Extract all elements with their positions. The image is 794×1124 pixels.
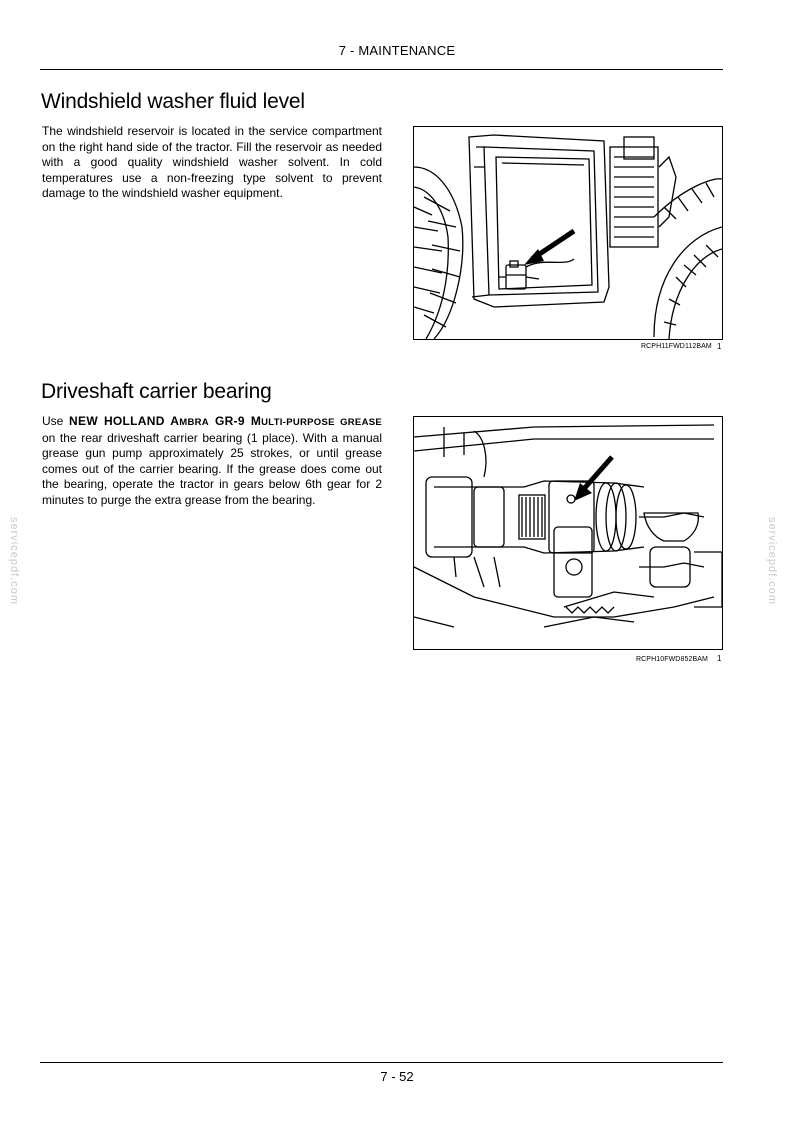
product-name: NEW HOLLAND AMBRA GR-9 MULTI-PURPOSE GREASE bbox=[69, 414, 382, 428]
arrow-icon bbox=[574, 457, 612, 501]
section-title-driveshaft: Driveshaft carrier bearing bbox=[41, 380, 272, 403]
figure-windshield-reservoir bbox=[413, 126, 723, 340]
section-header: 7 - MAINTENANCE bbox=[338, 43, 456, 58]
figure-code-driveshaft: RCPH10FWD852BAM bbox=[636, 656, 708, 663]
driveshaft-illustration bbox=[414, 417, 722, 649]
section-body-windshield: The windshield reservoir is located in the service compartment on the right hand side of the tractor. Fill the reservoir as needed with a good quality windshield washer solvent. In cold temperatures use a non-freezing type solvent to prevent damage to the windshield washer equipment. bbox=[42, 124, 382, 201]
figure-number-windshield: 1 bbox=[717, 342, 722, 351]
watermark-right: servicepdf.com bbox=[765, 517, 778, 605]
body-suffix: on the rear driveshaft carrier bearing (1 place). With a manual grease gun pump approximately 25 strokes, or until grease comes out of the carrier bearing. If the grease does come out the bearing, operate the tractor in gears below 6th gear for 2 minutes to purge the extra grease from the bearing. bbox=[42, 430, 382, 507]
reservoir-illustration bbox=[414, 127, 722, 339]
header-rule bbox=[40, 69, 723, 70]
figure-number-driveshaft: 1 bbox=[717, 654, 722, 663]
figure-driveshaft-bearing bbox=[413, 416, 723, 650]
watermark-left: servicepdf.com bbox=[7, 517, 20, 605]
arrow-icon bbox=[524, 231, 574, 265]
page-number: 7 - 52 bbox=[380, 1069, 414, 1084]
section-body-driveshaft bbox=[42, 414, 382, 509]
section-title-windshield: Windshield washer fluid level bbox=[41, 90, 305, 113]
footer-rule bbox=[40, 1062, 723, 1063]
body-prefix: Use bbox=[42, 414, 70, 428]
figure-code-windshield: RCPH11FWD112BAM bbox=[641, 343, 712, 350]
